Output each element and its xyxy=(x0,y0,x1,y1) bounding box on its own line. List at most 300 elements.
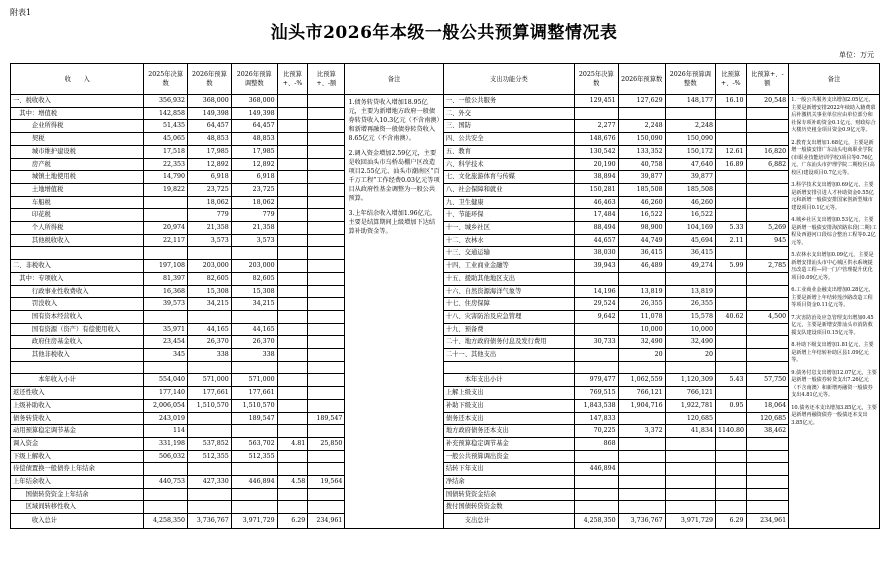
right-y2025: 769,515 xyxy=(574,387,618,400)
right-y2026-budget xyxy=(618,476,665,489)
left-label: 待偿债置换一般债券上年结余 xyxy=(11,463,144,476)
right-pct xyxy=(715,349,746,362)
right-y2026-budget xyxy=(618,272,665,285)
right-y2026-adjusted xyxy=(665,450,715,463)
left-y2025: 506,032 xyxy=(144,450,188,463)
left-label: 房产税 xyxy=(11,158,144,171)
right-y2026-adjusted: 1,120,309 xyxy=(665,374,715,387)
left-label: 车船税 xyxy=(11,196,144,209)
left-y2025: 22,353 xyxy=(144,158,188,171)
table-row xyxy=(11,387,880,400)
left-amt xyxy=(308,95,345,108)
table-row xyxy=(11,183,880,196)
right-y2025 xyxy=(574,107,618,120)
left-amt xyxy=(308,298,345,311)
left-pct: 4.81 xyxy=(277,437,308,450)
left-y2025 xyxy=(144,209,188,222)
left-pct xyxy=(277,95,308,108)
left-y2026-adjusted: 34,215 xyxy=(231,298,277,311)
right-y2026-budget: 1,904,716 xyxy=(618,399,665,412)
right-total-label: 支出总计 xyxy=(443,514,574,529)
left-y2026-adjusted: 82,605 xyxy=(231,272,277,285)
right-pct: 0.95 xyxy=(715,399,746,412)
right-pct: 40.62 xyxy=(715,310,746,323)
left-y2026-budget: 82,605 xyxy=(188,272,232,285)
col-2025-right: 2025年决算数 xyxy=(574,64,618,95)
table-row xyxy=(11,145,880,158)
right-y2026-adjusted xyxy=(665,272,715,285)
col-note-mid: 备注 xyxy=(345,64,443,95)
left-y2025 xyxy=(144,501,188,514)
right-y2026-budget: 32,490 xyxy=(618,336,665,349)
left-label: 印花税 xyxy=(11,209,144,222)
left-pct xyxy=(277,133,308,146)
left-label: 二、非税收入 xyxy=(11,260,144,273)
left-label: 其中：增值税 xyxy=(11,107,144,120)
left-amt: 25,850 xyxy=(308,437,345,450)
table-row xyxy=(11,374,880,387)
left-pct xyxy=(277,450,308,463)
right-amt xyxy=(746,361,789,374)
left-y2026-adjusted: 571,000 xyxy=(231,374,277,387)
right-pct xyxy=(715,171,746,184)
left-y2025: 51,435 xyxy=(144,120,188,133)
right-y2025 xyxy=(574,272,618,285)
right-y2026-adjusted: 20 xyxy=(665,349,715,362)
right-amt xyxy=(746,488,789,501)
right-label: 四、公共安全 xyxy=(443,133,574,146)
right-y2026-budget: 44,749 xyxy=(618,234,665,247)
left-y2026-budget: 537,852 xyxy=(188,437,232,450)
mid-note: 1.债务转贷收入增加18.95亿元，主要为新增地方政府一般债券转贷收入10.3亿元（不含南澳）和新增再融资一般债券转贷收入8.65亿元（不含南澳）。 xyxy=(348,99,440,142)
left-amt xyxy=(308,336,345,349)
left-pct xyxy=(277,310,308,323)
right-y2026-budget xyxy=(618,107,665,120)
right-note: 6.工业商业金融支出增加0.28亿元，主要是新增上年结转莲沙路改造工程等项目资金0.11亿元等。 xyxy=(791,287,874,308)
left-y2026-budget: 48,853 xyxy=(188,133,232,146)
left-y2026-budget: 6,918 xyxy=(188,171,232,184)
left-pct: 4.58 xyxy=(277,476,308,489)
right-note: 8.补助下级支出增加1.81亿元，主要是新增上年结转补助区县1.09亿元等。 xyxy=(791,342,874,363)
left-y2026-budget: 203,000 xyxy=(188,260,232,273)
left-y2026-adjusted: 23,725 xyxy=(231,183,277,196)
left-y2026-budget: 3,573 xyxy=(188,234,232,247)
right-amt xyxy=(746,349,789,362)
left-amt xyxy=(308,323,345,336)
table-row xyxy=(11,247,880,260)
left-label: 城镇土地使用税 xyxy=(11,171,144,184)
right-amt: 945 xyxy=(746,234,789,247)
right-label: 十、节能环保 xyxy=(443,209,574,222)
right-amt: 38,462 xyxy=(746,425,789,438)
right-y2026-budget: 185,508 xyxy=(618,183,665,196)
left-total-y2026-adjusted: 3,971,729 xyxy=(231,514,277,529)
right-y2025: 2,277 xyxy=(574,120,618,133)
left-pct xyxy=(277,399,308,412)
left-amt xyxy=(308,387,345,400)
left-label: 动用预算稳定调节基金 xyxy=(11,425,144,438)
left-y2026-adjusted xyxy=(231,488,277,501)
right-label: 结转下年支出 xyxy=(443,463,574,476)
left-total-pct: 6.29 xyxy=(277,514,308,529)
left-amt xyxy=(308,260,345,273)
right-label: 十五、援助其他地区支出 xyxy=(443,272,574,285)
right-amt: 4,500 xyxy=(746,310,789,323)
right-y2026-budget: 3,372 xyxy=(618,425,665,438)
right-y2026-adjusted xyxy=(665,107,715,120)
right-y2025: 129,451 xyxy=(574,95,618,108)
right-label: 二十一、其他支出 xyxy=(443,349,574,362)
right-y2025: 17,484 xyxy=(574,209,618,222)
left-y2026-budget: 571,000 xyxy=(188,374,232,387)
left-pct xyxy=(277,183,308,196)
right-label: 地方政府债务还本支出 xyxy=(443,425,574,438)
left-y2026-budget: 21,358 xyxy=(188,222,232,235)
table-row xyxy=(11,437,880,450)
right-note: 1.一般公共服务支出增加2.05亿元，主要是新增安排2022年续助入籍费慕后补激机关事业单位应由单位部分和社保专项补助资金0.1亿元，财政综合大楼历史租金项目资金0.9亿元等。 xyxy=(791,97,876,133)
left-pct xyxy=(277,501,308,514)
table-row xyxy=(11,272,880,285)
right-note: 2.教育支出增加1.68亿元，主要是新增一般债安排广东汕头电商职业学院(市职业技能培训学校)项目等0.76亿元，广东汕头市护理学院二期校区(高校区)建设项目0.7亿元等。 xyxy=(791,139,875,176)
right-pct xyxy=(715,476,746,489)
left-y2025: 554,040 xyxy=(144,374,188,387)
left-amt xyxy=(308,272,345,285)
left-pct xyxy=(277,209,308,222)
left-y2026-budget: 34,215 xyxy=(188,298,232,311)
left-label: 上级补助收入 xyxy=(11,399,144,412)
left-y2025: 22,117 xyxy=(144,234,188,247)
right-note: 9.债务付息支出增加12.07亿元，主要是新增一般债券转贷支出7.26亿元（不含南澳）和新增再融资一般债券支出4.81亿元等。 xyxy=(791,369,877,398)
right-y2025 xyxy=(574,361,618,374)
right-y2026-adjusted: 26,355 xyxy=(665,298,715,311)
left-label: 区域间转移性收入 xyxy=(11,501,144,514)
budget-table xyxy=(10,63,880,529)
left-amt xyxy=(308,222,345,235)
right-pct xyxy=(715,361,746,374)
left-y2026-adjusted: 779 xyxy=(231,209,277,222)
col-pct-left: 比预算+、-% xyxy=(277,64,308,95)
right-y2025 xyxy=(574,501,618,514)
left-amt: 19,564 xyxy=(308,476,345,489)
left-amt xyxy=(308,450,345,463)
left-y2026-adjusted: 44,165 xyxy=(231,323,277,336)
left-y2026-adjusted: 338 xyxy=(231,349,277,362)
left-pct xyxy=(277,285,308,298)
right-y2026-budget xyxy=(618,412,665,425)
right-label: 补助下级支出 xyxy=(443,399,574,412)
right-y2026-adjusted: 120,685 xyxy=(665,412,715,425)
col-2026-adjusted-right: 2026年预算调整数 xyxy=(665,64,715,95)
left-label: 土地增值税 xyxy=(11,183,144,196)
right-y2026-budget: 26,355 xyxy=(618,298,665,311)
right-y2026-adjusted xyxy=(665,488,715,501)
left-y2026-adjusted: 203,000 xyxy=(231,260,277,273)
col-2026-budget-right: 2026年预算数 xyxy=(618,64,665,95)
unit-label: 单位：万元 xyxy=(839,51,874,59)
right-amt xyxy=(746,463,789,476)
table-row xyxy=(11,285,880,298)
right-pct: 2.11 xyxy=(715,234,746,247)
right-y2026-budget xyxy=(618,450,665,463)
right-y2026-adjusted: 39,877 xyxy=(665,171,715,184)
left-amt xyxy=(308,247,345,260)
page-title: 汕头市2026年本级一般公共预算调整情况表 xyxy=(270,23,618,43)
left-y2026-budget: 64,457 xyxy=(188,120,232,133)
left-amt xyxy=(308,158,345,171)
right-label: 二十、地方政府债务付息及发行费用 xyxy=(443,336,574,349)
right-total-y2025: 4,258,350 xyxy=(574,514,618,529)
right-y2025: 38,030 xyxy=(574,247,618,260)
right-y2026-adjusted: 10,000 xyxy=(665,323,715,336)
left-y2026-budget xyxy=(188,501,232,514)
right-pct: 5.99 xyxy=(715,260,746,273)
right-y2025 xyxy=(574,349,618,362)
left-amt xyxy=(308,171,345,184)
right-label: 十二、农林水 xyxy=(443,234,574,247)
right-amt xyxy=(746,133,789,146)
table-row xyxy=(11,412,880,425)
left-y2026-adjusted: 12,892 xyxy=(231,158,277,171)
left-label xyxy=(11,361,144,374)
left-amt xyxy=(308,133,345,146)
table-row xyxy=(11,463,880,476)
right-y2025: 446,894 xyxy=(574,463,618,476)
right-y2025: 70,225 xyxy=(574,425,618,438)
left-pct xyxy=(277,107,308,120)
left-label xyxy=(11,247,144,260)
col-expenditure: 支出功能分类 xyxy=(443,64,574,95)
right-y2025: 148,676 xyxy=(574,133,618,146)
right-label: 三、国防 xyxy=(443,120,574,133)
total-row xyxy=(11,514,880,529)
left-y2025 xyxy=(144,196,188,209)
right-y2026-adjusted: 32,490 xyxy=(665,336,715,349)
right-y2026-budget: 98,900 xyxy=(618,222,665,235)
left-pct xyxy=(277,158,308,171)
right-amt: 6,882 xyxy=(746,158,789,171)
left-amt xyxy=(308,488,345,501)
right-amt xyxy=(746,450,789,463)
right-y2026-adjusted: 15,578 xyxy=(665,310,715,323)
right-label: 九、卫生健康 xyxy=(443,196,574,209)
table-row xyxy=(11,120,880,133)
right-y2026-adjusted: 47,640 xyxy=(665,158,715,171)
left-y2025: 19,822 xyxy=(144,183,188,196)
right-y2026-budget: 11,078 xyxy=(618,310,665,323)
right-pct xyxy=(715,196,746,209)
right-y2026-budget: 40,758 xyxy=(618,158,665,171)
right-y2026-adjusted xyxy=(665,361,715,374)
left-pct xyxy=(277,247,308,260)
left-y2025: 345 xyxy=(144,349,188,362)
left-y2026-adjusted xyxy=(231,425,277,438)
right-y2026-adjusted xyxy=(665,501,715,514)
left-pct xyxy=(277,425,308,438)
left-total-y2026-budget: 3,736,767 xyxy=(188,514,232,529)
left-pct xyxy=(277,412,308,425)
left-amt: 189,547 xyxy=(308,412,345,425)
left-amt xyxy=(308,285,345,298)
left-y2026-adjusted: 21,358 xyxy=(231,222,277,235)
right-pct xyxy=(715,285,746,298)
left-y2025: 23,454 xyxy=(144,336,188,349)
left-y2026-budget xyxy=(188,247,232,260)
right-amt: 57,750 xyxy=(746,374,789,387)
mid-notes xyxy=(345,95,443,529)
right-label: 债务还本支出 xyxy=(443,412,574,425)
left-pct xyxy=(277,387,308,400)
col-2026-budget-left: 2026年预算数 xyxy=(188,64,232,95)
right-label: 十四、工业商业金融等 xyxy=(443,260,574,273)
right-pct xyxy=(715,209,746,222)
right-pct xyxy=(715,183,746,196)
left-amt xyxy=(308,374,345,387)
left-y2025 xyxy=(144,247,188,260)
left-amt xyxy=(308,463,345,476)
right-label: 一、一般公共服务 xyxy=(443,95,574,108)
right-y2026-adjusted: 104,169 xyxy=(665,222,715,235)
left-y2026-adjusted: 15,308 xyxy=(231,285,277,298)
right-y2025: 1,843,538 xyxy=(574,399,618,412)
left-y2025: 356,932 xyxy=(144,95,188,108)
left-y2026-budget xyxy=(188,425,232,438)
left-pct xyxy=(277,488,308,501)
left-y2026-adjusted xyxy=(231,247,277,260)
right-y2026-adjusted: 46,260 xyxy=(665,196,715,209)
left-amt xyxy=(308,145,345,158)
left-y2025: 197,108 xyxy=(144,260,188,273)
left-y2026-adjusted: 17,985 xyxy=(231,145,277,158)
table-row xyxy=(11,501,880,514)
col-income: 收 入 xyxy=(11,64,144,95)
left-pct xyxy=(277,120,308,133)
left-y2025: 2,006,054 xyxy=(144,399,188,412)
left-amt xyxy=(308,310,345,323)
left-y2026-budget: 779 xyxy=(188,209,232,222)
left-y2026-adjusted: 26,370 xyxy=(231,336,277,349)
right-y2025 xyxy=(574,323,618,336)
right-y2026-adjusted: 45,694 xyxy=(665,234,715,247)
left-y2025: 114 xyxy=(144,425,188,438)
right-amt xyxy=(746,120,789,133)
right-y2025: 44,657 xyxy=(574,234,618,247)
header-row xyxy=(11,64,880,95)
left-y2025: 20,974 xyxy=(144,222,188,235)
left-label: 一、税收收入 xyxy=(11,95,144,108)
right-amt xyxy=(746,501,789,514)
right-pct xyxy=(715,247,746,260)
right-pct xyxy=(715,463,746,476)
table-row xyxy=(11,349,880,362)
left-y2025: 243,019 xyxy=(144,412,188,425)
right-y2026-budget xyxy=(618,501,665,514)
right-label: 十一、城乡社区 xyxy=(443,222,574,235)
right-label: 一般公共预算调出资金 xyxy=(443,450,574,463)
left-label: 契税 xyxy=(11,133,144,146)
left-y2025: 331,198 xyxy=(144,437,188,450)
right-y2026-adjusted: 41,834 xyxy=(665,425,715,438)
left-y2026-adjusted xyxy=(231,361,277,374)
left-y2026-budget: 12,892 xyxy=(188,158,232,171)
left-y2025: 81,397 xyxy=(144,272,188,285)
right-amt xyxy=(746,196,789,209)
right-amt xyxy=(746,285,789,298)
table-row xyxy=(11,196,880,209)
right-label: 拨付国债转贷资金数 xyxy=(443,501,574,514)
left-y2026-budget: 18,062 xyxy=(188,196,232,209)
right-y2026-budget: 127,629 xyxy=(618,95,665,108)
right-pct xyxy=(715,488,746,501)
right-pct: 12.61 xyxy=(715,145,746,158)
left-y2025: 142,858 xyxy=(144,107,188,120)
left-y2025: 16,368 xyxy=(144,285,188,298)
right-label: 五、教育 xyxy=(443,145,574,158)
right-y2025: 14,196 xyxy=(574,285,618,298)
right-pct xyxy=(715,120,746,133)
left-y2026-adjusted: 368,000 xyxy=(231,95,277,108)
left-label: 其他税收收入 xyxy=(11,234,144,247)
left-y2026-adjusted xyxy=(231,310,277,323)
left-label: 个人所得税 xyxy=(11,222,144,235)
table-row xyxy=(11,209,880,222)
left-y2026-adjusted: 18,062 xyxy=(231,196,277,209)
right-y2026-budget: 46,489 xyxy=(618,260,665,273)
right-pct xyxy=(715,450,746,463)
left-y2025: 440,753 xyxy=(144,476,188,489)
right-pct xyxy=(715,387,746,400)
right-y2026-budget: 150,090 xyxy=(618,133,665,146)
right-label: 本年支出小计 xyxy=(443,374,574,387)
left-label: 债务转贷收入 xyxy=(11,412,144,425)
right-note: 7.灾害防治及应急管理支出增加0.45亿元，主要是新增安排汕头市消防救援支队建设项目0.15亿元等。 xyxy=(791,314,874,336)
right-y2026-budget xyxy=(618,463,665,476)
right-total-amt: 234,961 xyxy=(746,514,789,529)
right-pct xyxy=(715,133,746,146)
right-y2026-adjusted: 49,274 xyxy=(665,260,715,273)
left-y2026-budget: 338 xyxy=(188,349,232,362)
right-amt xyxy=(746,107,789,120)
right-amt: 120,685 xyxy=(746,412,789,425)
left-label: 调入资金 xyxy=(11,437,144,450)
left-label: 国有资本经营收入 xyxy=(11,310,144,323)
left-pct xyxy=(277,272,308,285)
left-y2025: 17,518 xyxy=(144,145,188,158)
left-pct xyxy=(277,171,308,184)
table-row xyxy=(11,133,880,146)
left-amt xyxy=(308,120,345,133)
col-pct-right: 比预算+、-% xyxy=(715,64,746,95)
right-notes xyxy=(789,95,880,529)
table-row xyxy=(11,107,880,120)
left-y2026-adjusted: 446,894 xyxy=(231,476,277,489)
table-row xyxy=(11,298,880,311)
left-y2026-budget: 149,398 xyxy=(188,107,232,120)
left-y2026-budget: 44,165 xyxy=(188,323,232,336)
table-row xyxy=(11,336,880,349)
left-amt xyxy=(308,107,345,120)
right-y2026-adjusted: 150,090 xyxy=(665,133,715,146)
left-label: 罚没收入 xyxy=(11,298,144,311)
right-y2026-budget: 36,415 xyxy=(618,247,665,260)
right-label: 八、社会保障和就业 xyxy=(443,183,574,196)
right-amt: 5,269 xyxy=(746,222,789,235)
col-note-right: 备注 xyxy=(789,64,880,95)
left-y2025: 35,971 xyxy=(144,323,188,336)
right-y2026-budget: 20 xyxy=(618,349,665,362)
right-y2025 xyxy=(574,488,618,501)
left-y2026-budget xyxy=(188,361,232,374)
right-pct xyxy=(715,501,746,514)
